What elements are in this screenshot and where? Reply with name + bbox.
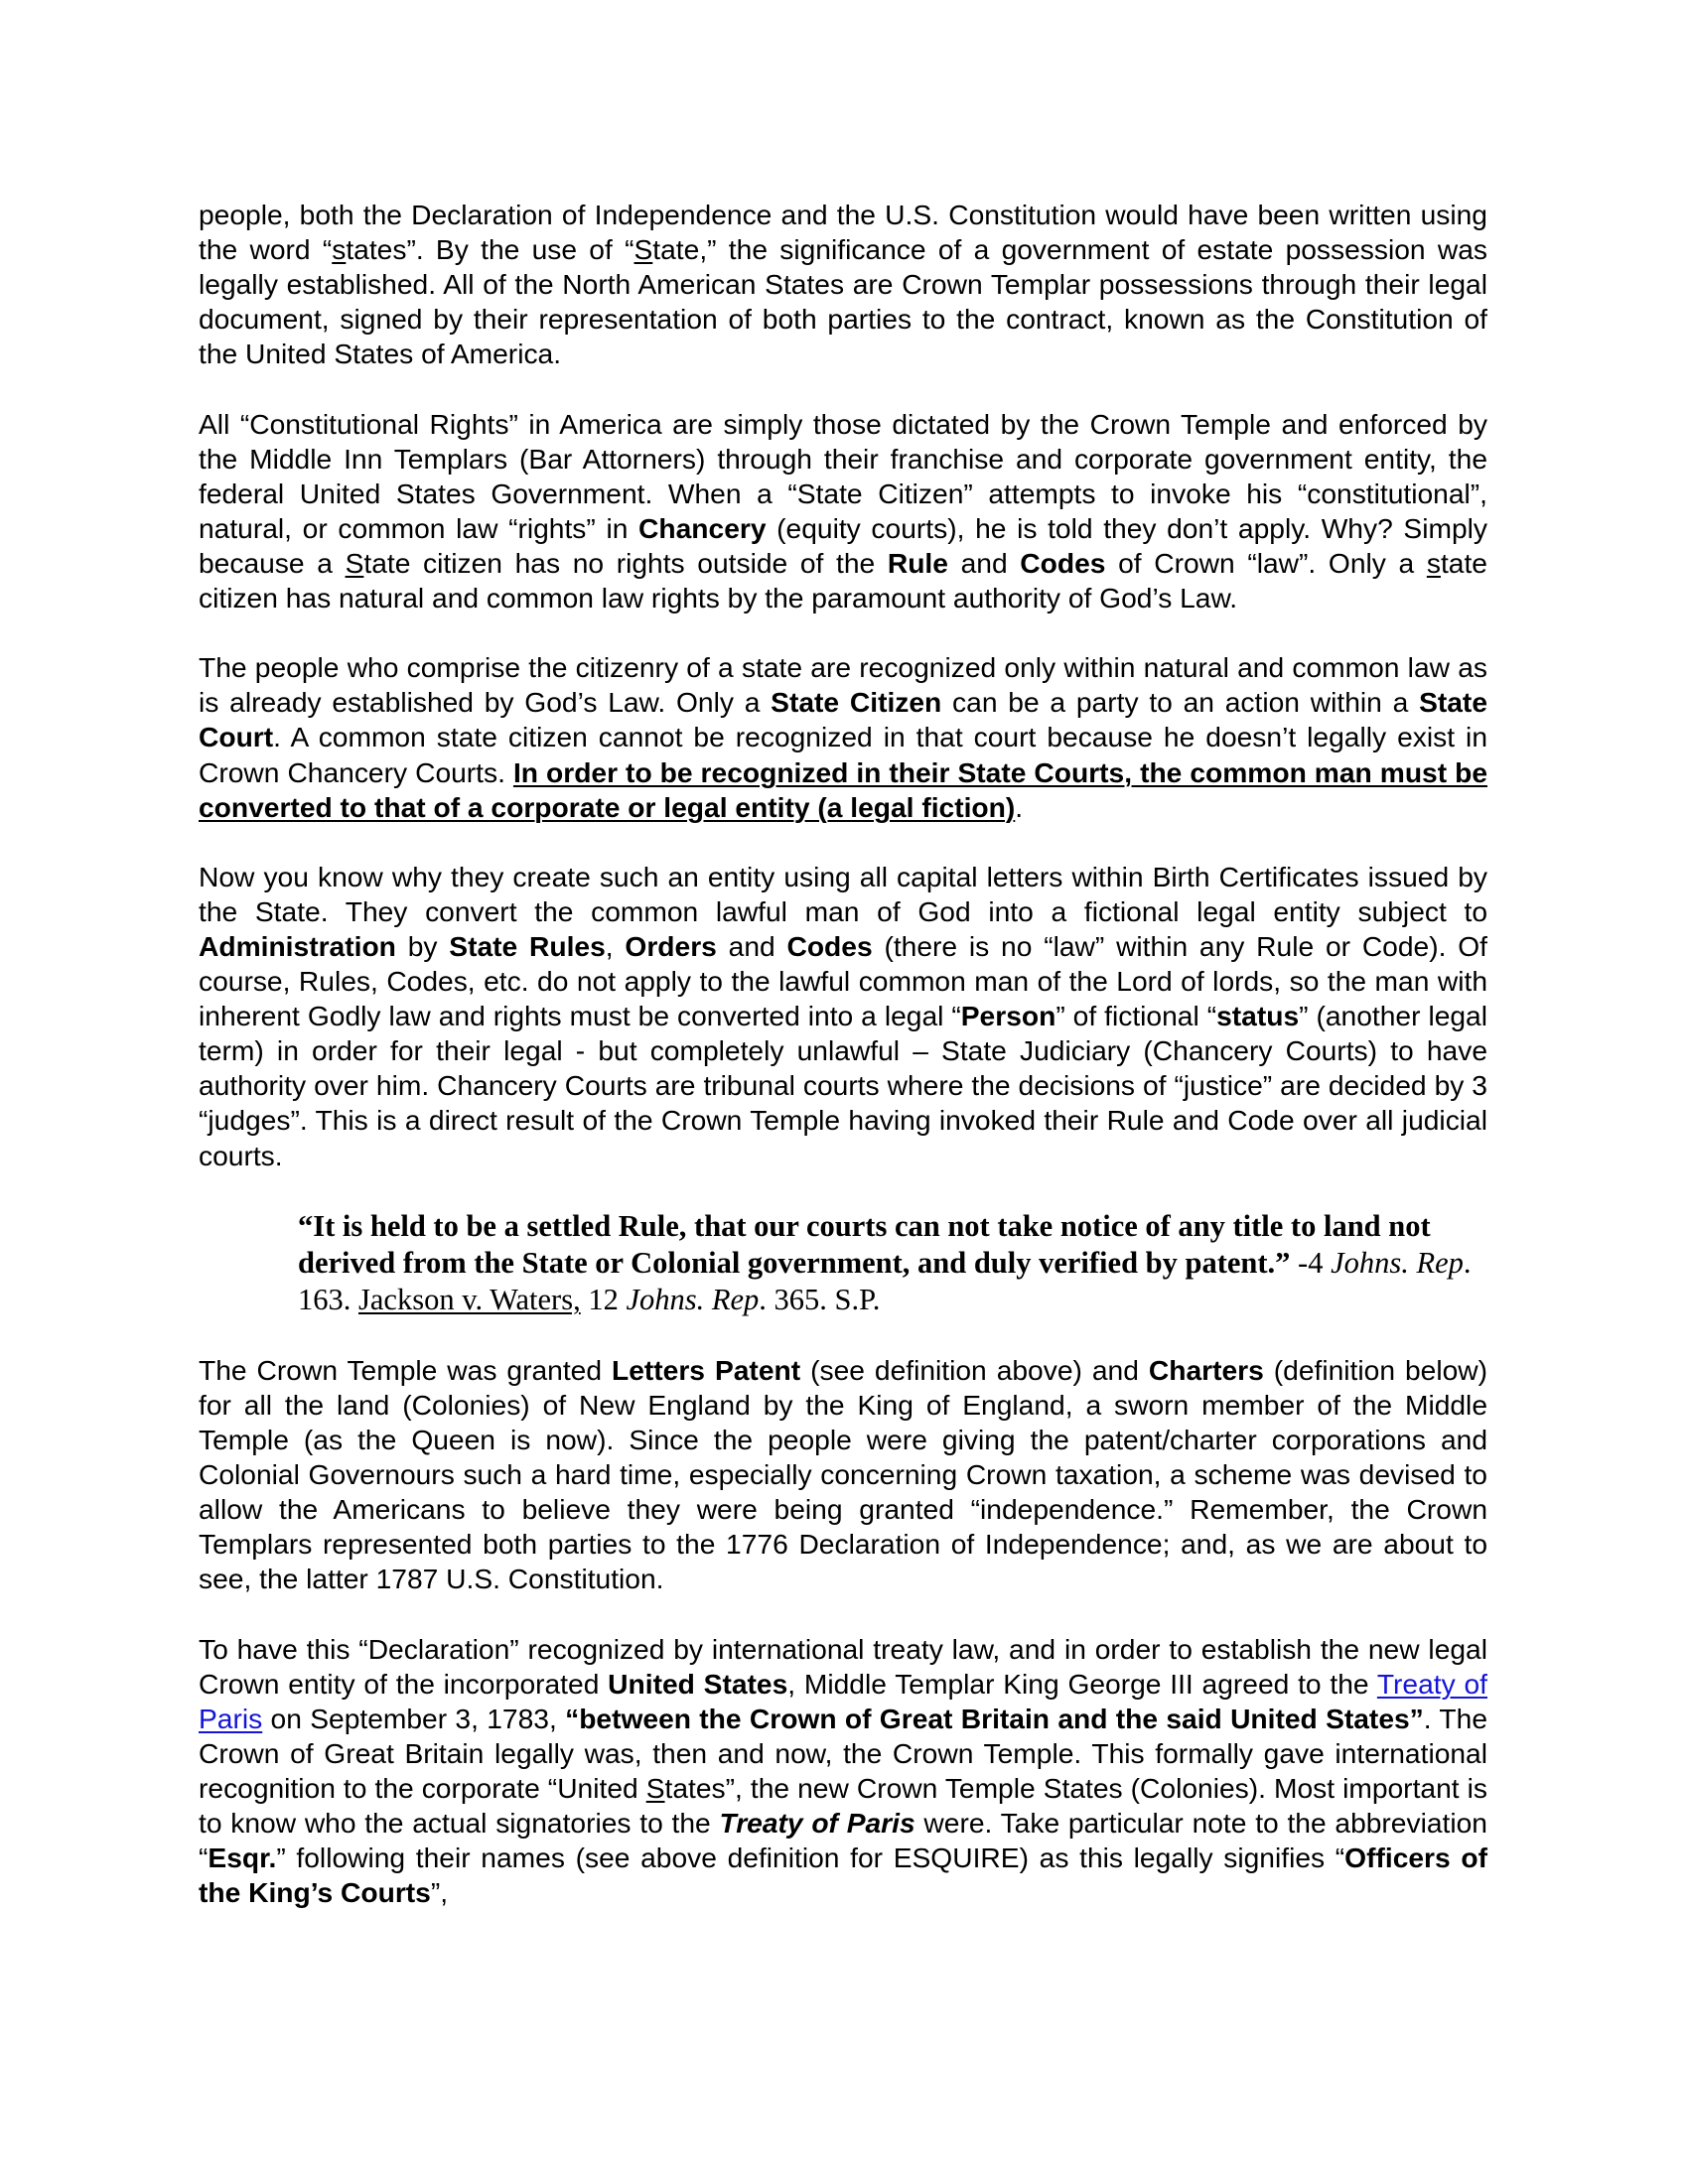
text-run: . 365. S.P.: [759, 1282, 881, 1316]
bold-text: “between the Crown of Great Britain and the said United States”: [565, 1702, 1424, 1734]
bold-text: “It is held to be a settled Rule, that our courts can not take notice of any title to land not derived from the State or Colonial government, and duly verified by patent.”: [298, 1208, 1431, 1280]
underlined-text: S: [645, 1771, 665, 1804]
bold-text: Administration: [199, 929, 396, 962]
text-run: The people who comprise the citizenry of a state are recognized only within natural and common law as is already established by God’s Law. Only a: [199, 651, 1487, 719]
document-body: [199, 198, 1487, 1945]
text-run: and: [947, 546, 1021, 579]
paragraph-citizenry: [199, 650, 1487, 824]
text-run: . 163.: [298, 1245, 1472, 1316]
bold-text: Letters Patent: [611, 1353, 801, 1386]
paragraph-constitutional-rights: [199, 407, 1487, 616]
text-run: tates”. By the use of “: [346, 233, 634, 266]
bold-text: Codes: [1020, 546, 1106, 579]
text-run: . The Crown of Great Britain legally was, then and now, the Crown Temple. This formally gave international recognition to the corporate “United: [199, 1702, 1487, 1804]
paragraph-birth-certificates: [199, 860, 1487, 1173]
text-run: (see definition above) and: [800, 1353, 1149, 1386]
bold-text: State Court: [199, 686, 1487, 753]
text-run: ,: [605, 929, 626, 962]
underlined-text: s: [332, 233, 347, 266]
text-run: ”,: [430, 1876, 449, 1909]
text-run: were. Take particular note to the abbreviation “: [199, 1807, 1487, 1874]
underlined-text: S: [633, 233, 653, 266]
text-run: tate citizen has natural and common law rights by the paramount authority of God’s Law.: [199, 546, 1487, 614]
emphasized-underlined-text: In order to be recognized in their State Courts, the common man must be converted to that of a corporate or legal entity (a legal fiction): [199, 755, 1488, 823]
text-run: tate,” the significance of a government of estate possession was legally established. All of the North American States are Crown Templar possessions through their legal document, signed by their representation of both parties to the contract, known as the Constitution of the United States of America.: [199, 233, 1487, 370]
bold-text: Codes: [786, 929, 873, 962]
text-run: (definition below) for all the land (Colonies) of New England by the King of England, a sworn member of the Middle Temple (as the Queen is now). Since the people were giving the patent/charter corporations and Colonial Governours such a hard time, especially concerning Crown taxation, a scheme was devised to allow the Americans to believe they were being granted “independence.” Remember, the Crown Templars represented both parties to the 1776 Declaration of Independence; and, as we are about to see, the latter 1787 U.S. Constitution.: [199, 1353, 1488, 1595]
treaty-of-paris-link[interactable]: Treaty of Paris: [199, 1667, 1487, 1734]
text-run: .: [1015, 790, 1024, 823]
paragraph-letters-patent: [199, 1353, 1487, 1597]
bold-text: Person: [960, 1000, 1056, 1032]
italic-text: Johns. Rep: [1331, 1245, 1464, 1280]
text-run: of Crown “law”. Only a: [1105, 546, 1427, 579]
bold-text: State Citizen: [771, 686, 942, 719]
italic-text: Johns. Rep: [626, 1282, 760, 1316]
text-run: 12: [580, 1282, 627, 1316]
text-run: -4: [1290, 1245, 1332, 1280]
text-run: (equity courts), he is told they don’t apply. Why? Simply because a: [199, 511, 1487, 579]
text-run: ” of fictional “: [1055, 1000, 1217, 1032]
paragraph-states-wording: [199, 198, 1487, 371]
text-run: ” following their names (see above definition for ESQUIRE) as this legally signifies “: [276, 1842, 1345, 1874]
text-run: All “Constitutional Rights” in America are simply those dictated by the Crown Temple and enforced by the Middle Inn Templars (Bar Attorners) through their franchise and corporate government entity, the federal United States Government. When a “State Citizen” attempts to invoke his “constitutional”, natural, or common law “rights” in: [199, 407, 1487, 544]
bold-text: Chancery: [638, 511, 767, 544]
bold-text: Orders: [625, 929, 717, 962]
underlined-text: Jackson v. Waters,: [358, 1282, 581, 1316]
bold-text: State Rules: [449, 929, 606, 962]
bold-text: Esqr.: [208, 1842, 277, 1874]
text-run: (there is no “law” within any Rule or Code). Of course, Rules, Codes, etc. do not apply to the lawful common man of the Lord of lords, so the man with inherent Godly law and rights must be converted into a legal “: [199, 929, 1487, 1032]
text-run: people, both the Declaration of Independence and the U.S. Constitution would have been written using the word “: [199, 199, 1487, 266]
bold-text: United States: [608, 1667, 788, 1700]
text-run: To have this “Declaration” recognized by international treaty law, and in order to establish the new legal Crown entity of the incorporated: [199, 1632, 1487, 1700]
bold-text: status: [1216, 1000, 1300, 1032]
text-run: tates”, the new Crown Temple States (Colonies). Most important is to know who the actual signatories to the: [199, 1771, 1487, 1840]
bold-text: Officers of the King’s Courts: [199, 1842, 1487, 1909]
text-run: on September 3, 1783,: [262, 1702, 566, 1734]
underlined-text: S: [345, 546, 364, 579]
underlined-text: s: [1426, 546, 1441, 579]
text-run: and: [716, 929, 787, 962]
paragraph-treaty-of-paris: [199, 1632, 1487, 1911]
bold-italic-text: Treaty of Paris: [719, 1807, 915, 1840]
text-run: . A common state citizen cannot be recognized in that court because he doesn’t legally exist in Crown Chancery Courts.: [199, 721, 1487, 788]
block-quote-settled-rule: [298, 1208, 1487, 1318]
text-run: tate citizen has no rights outside of the: [363, 546, 888, 579]
text-run: by: [395, 929, 450, 962]
text-run: ” (another legal term) in order for their legal - but completely unlawful – State Judiciary (Chancery Courts) to have authority over him. Chancery Courts are tribunal courts where the decisions of “justice” are decided by 3 “judges”. This is a direct result of the Crown Temple having invoked their Rule and Code over all judicial courts.: [199, 1000, 1487, 1171]
text-run: can be a party to an action within a: [941, 686, 1420, 719]
bold-text: Charters: [1148, 1353, 1264, 1386]
text-run: The Crown Temple was granted: [199, 1353, 612, 1386]
text-run: , Middle Templar King George III agreed to the: [787, 1667, 1377, 1700]
bold-text: Rule: [887, 546, 948, 579]
text-run: Now you know why they create such an entity using all capital letters within Birth Certificates issued by the State. They convert the common lawful man of God into a fictional legal entity subject to: [199, 860, 1487, 927]
